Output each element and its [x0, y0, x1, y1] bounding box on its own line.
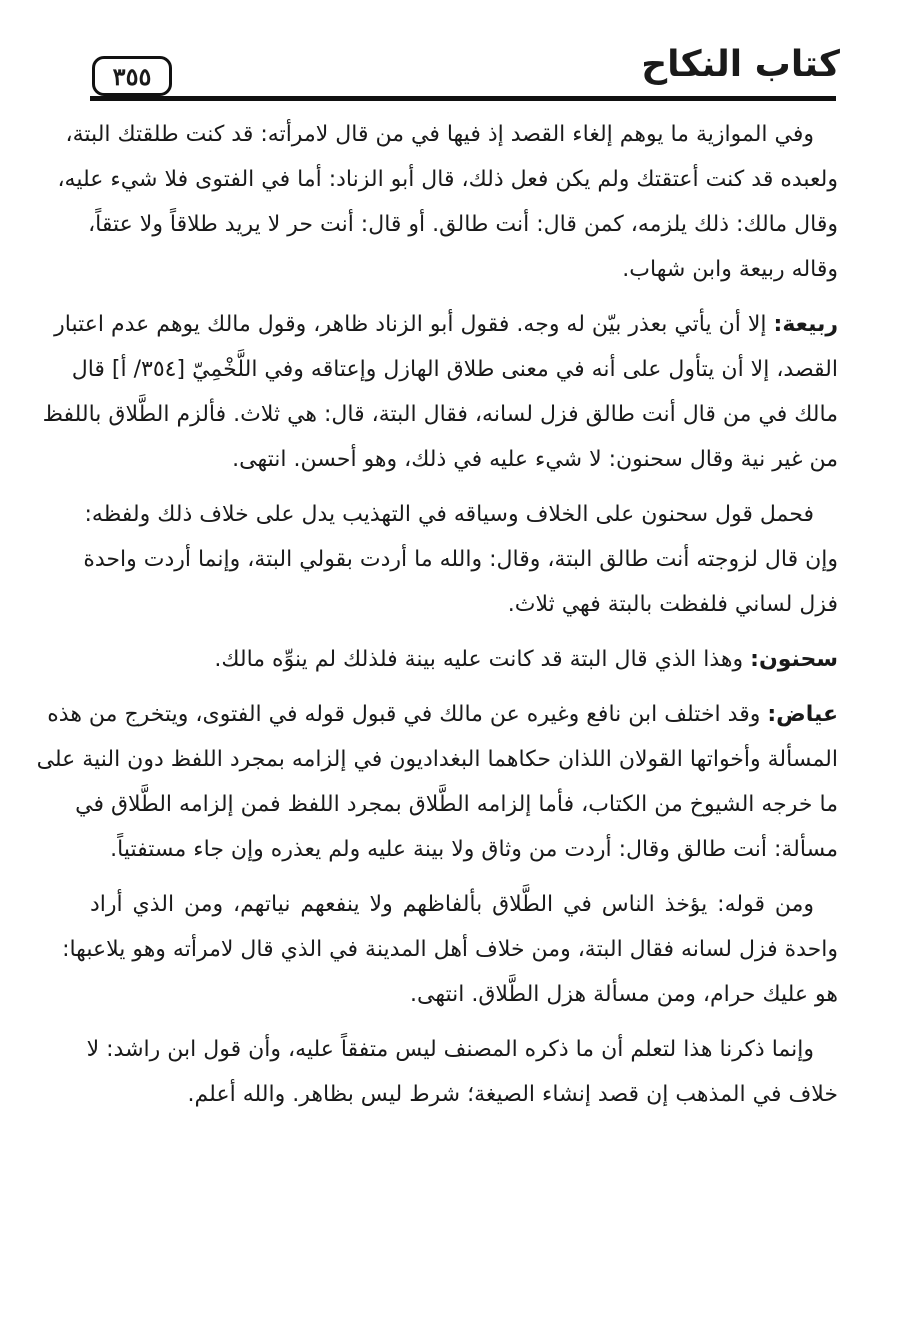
text-line: فحمل قول سحنون على الخلاف وسياقه في التهذيب يدل على خلاف ذلك ولفظه: — [84, 502, 814, 527]
paragraph — [62, 882, 838, 1017]
text-line: وإن قال لزوجته أنت طالق البتة، وقال: والله ما أردت بقولي البتة، وإنما أردت واحدة — [83, 547, 838, 572]
text-line: ومن قوله: يؤخذ الناس في الطَّلاق بألفاظهم ولا ينفعهم نياتهم، ومن الذي أراد — [90, 892, 814, 917]
paragraph — [42, 302, 838, 482]
text-line — [90, 637, 838, 682]
speaker-label: سحنون: — [750, 647, 838, 672]
paragraph — [90, 637, 838, 682]
text-line: خلاف في المذهب إن قصد إنشاء الصيغة؛ شرط ليس بظاهر. والله أعلم. — [187, 1082, 838, 1107]
text-line: المسألة وأخواتها القولان اللذان حكاهما البغداديون في إلزامه بمجرد اللفظ دون النية على — [36, 747, 838, 772]
text-span: وقد اختلف ابن نافع وغيره عن مالك في قبول قوله في الفتوى، ويتخرج من هذه — [47, 702, 768, 727]
text-line: من غير نية وقال سحنون: لا شيء عليه في ذلك، وهو أحسن. انتهى. — [232, 447, 838, 472]
text-line: مالك في من قال أنت طالق فزل لسانه، فقال البتة، قال: هي ثلاث. فألزم الطَّلاق باللفظ — [42, 402, 838, 427]
text-line: وقال مالك: ذلك يلزمه، كمن قال: أنت طالق. أو قال: أنت حر لا يريد طلاقاً ولا عتقاً، — [88, 212, 838, 237]
text-span: وهذا الذي قال البتة قد كانت عليه بينة فلذلك لم ينوِّه مالك. — [214, 647, 751, 672]
text-line: فزل لساني فلفظت بالبتة فهي ثلاث. — [507, 592, 838, 617]
paragraph — [86, 1027, 838, 1117]
speaker-label: ربيعة: — [773, 312, 838, 337]
text-line — [47, 692, 838, 737]
paragraph — [36, 692, 838, 872]
text-line: القصد، إلا أن يتأول على أنه في معنى طلاق الهازل وإعتاقه وفي اللَّخْمِيّ [٣٥٤/ أ] قال — [71, 357, 838, 382]
text-span: إلا أن يأتي بعذر بيّن له وجه. فقول أبو الزناد ظاهر، وقول مالك يوهم عدم اعتبار — [54, 312, 774, 337]
text-line: ولعبده قد كنت أعتقتك ولم يكن فعل ذلك، قال أبو الزناد: أما في الفتوى فلا شيء عليه، — [57, 167, 838, 192]
text-line: وفي الموازية ما يوهم إلغاء القصد إذ فيها في من قال لامرأته: قد كنت طلقتك البتة، — [65, 122, 814, 147]
speaker-label: عياض: — [767, 702, 838, 727]
text-line: واحدة فزل لسانه فقال البتة، ومن خلاف أهل المدينة في الذي قال لامرأته وهو يلاعبها: — [62, 937, 838, 962]
text-line: وقاله ربيعة وابن شهاب. — [622, 257, 838, 282]
text-line: مسألة: أنت طالق وقال: أردت من وثاق ولا بينة عليه ولم يعذره وإن جاء مستفتياً. — [110, 837, 838, 862]
text-line: هو عليك حرام، ومن مسألة هزل الطَّلاق. انتهى. — [410, 982, 838, 1007]
page-body — [36, 112, 838, 1127]
page-number: ٣٥٥ — [92, 56, 172, 96]
header-rule — [90, 96, 836, 101]
text-line: ما خرجه الشيوخ من الكتاب، فأما إلزامه الطَّلاق بمجرد اللفظ فمن إلزامه الطَّلاق في — [75, 792, 838, 817]
page-header — [90, 38, 840, 100]
book-title: كتاب النكاح — [641, 44, 840, 85]
text-line: وإنما ذكرنا هذا لتعلم أن ما ذكره المصنف ليس متفقاً عليه، وأن قول ابن راشد: لا — [86, 1037, 814, 1062]
paragraph — [57, 112, 838, 292]
paragraph — [83, 492, 838, 627]
text-line — [54, 302, 838, 347]
